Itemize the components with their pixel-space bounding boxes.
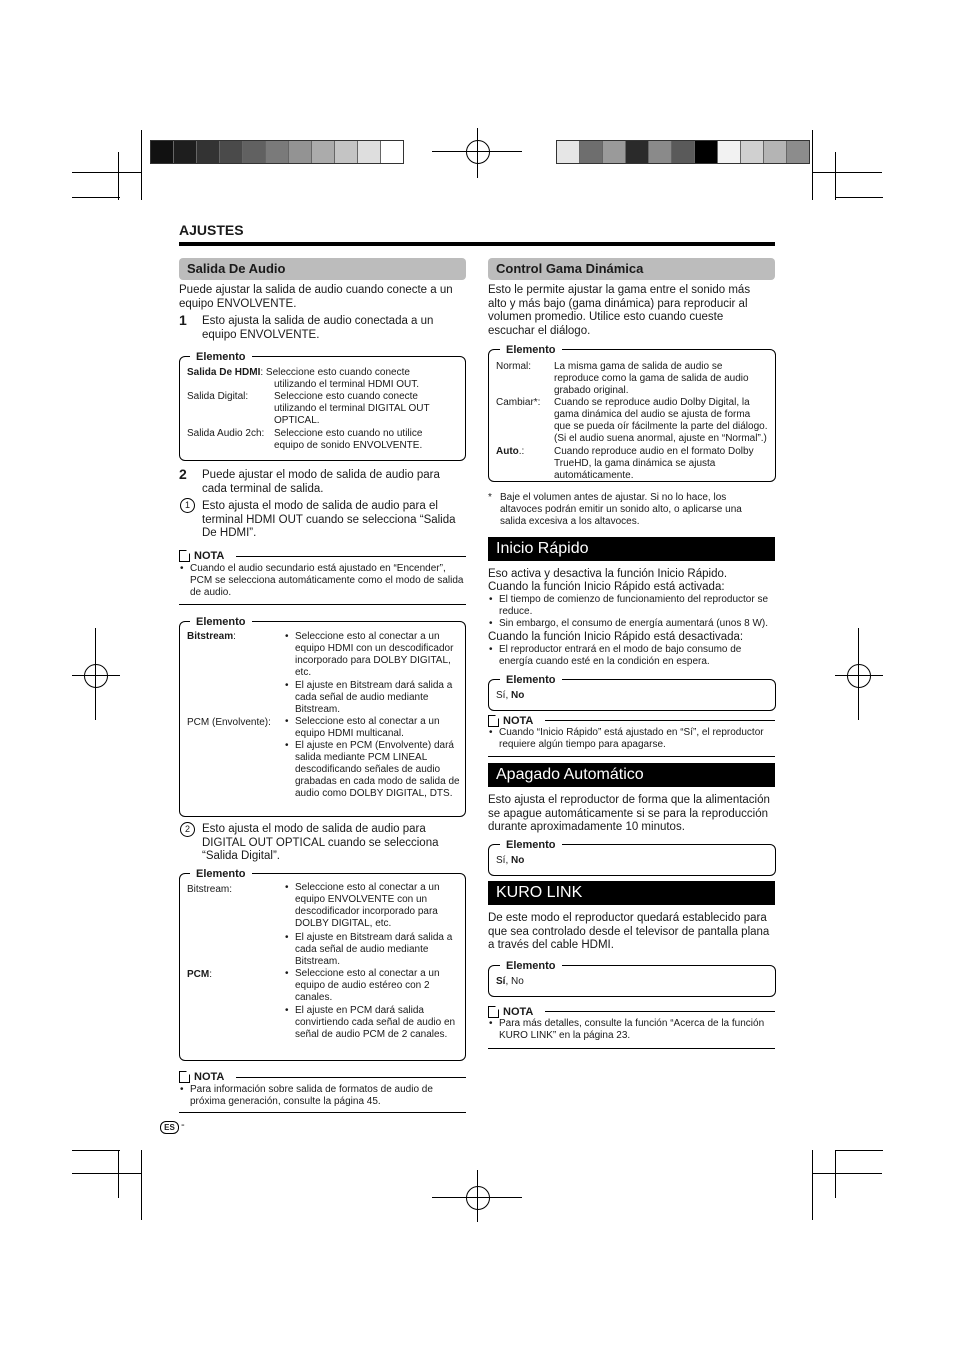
color-swatch [358, 141, 381, 163]
step-1-text: Esto ajusta la salida de audio conectada a un equipo ENVOLVENTE. [202, 315, 434, 341]
footnote: Baje el volumen antes de ajustar. Si no lo hace, los altavoces podrán emitir un sonido alto, o aplicarse una salida excesiva a los altavoces. [500, 492, 742, 527]
color-swatch [626, 141, 649, 163]
option-auto: Auto.: [496, 446, 525, 457]
language-badge: ES [160, 1121, 179, 1134]
substep-1-text: Esto ajusta el modo de salida de audio para el terminal HDMI OUT cuando se selecciona “Salida De HDMI”. [202, 500, 456, 539]
bullet: • El reproductor entrará en el modo de bajo consumo de energía cuando esté en la condición en espera. [488, 644, 775, 668]
note-text: • Cuando “Inicio Rápido” está ajustado en “Sí”, el reproductor requiere algún tiempo para apagarse. [488, 727, 775, 751]
note-heading: NOTA [488, 1006, 533, 1018]
crop-mark [72, 675, 120, 676]
footnote-marker: * [488, 492, 492, 503]
option-salida-hdmi: Salida De HDMI: Seleccione esto cuando conecte utilizando el terminal HDMI OUT. [187, 367, 420, 390]
elemento-label: Elemento [190, 351, 252, 363]
registration-target [466, 1186, 490, 1210]
substep-2-text: Esto ajusta el modo de salida de audio para DIGITAL OUT OPTICAL cuando se selecciona “Salida Digital”. [202, 823, 439, 862]
option-pcm: PCM: [187, 969, 213, 980]
note-rule [488, 1048, 775, 1049]
inicio-line: Cuando la función Inicio Rápido está activada: [488, 581, 725, 593]
option-normal: Normal: [496, 361, 532, 372]
elemento-label: Elemento [500, 839, 562, 851]
color-swatch [741, 141, 764, 163]
color-swatch [718, 141, 741, 163]
grayscale-strip-left [150, 140, 404, 164]
color-swatch [580, 141, 603, 163]
bullet: • El tiempo de comienzo de funcionamiento del reproductor se reduce. [488, 594, 775, 618]
options-si-no: Sí, No [496, 855, 525, 866]
inicio-line: Eso activa y desactiva la función Inicio Rápido. [488, 568, 728, 580]
apagado-intro: Esto ajusta el reproductor de forma que la alimentación se apague automáticamente si se para la reproducción durante aproximadamente 10 minutos. [488, 794, 770, 833]
color-swatch [266, 141, 289, 163]
inicio-rapido-heading: Inicio Rápido [488, 537, 775, 561]
color-swatch [312, 141, 335, 163]
color-swatch [695, 141, 718, 163]
option-bitstream: Bitstream: [187, 631, 236, 642]
note-rule [236, 1077, 466, 1078]
bullet: • Seleccione esto al conectar a un equipo HDMI con un descodificador incorporado para DOLBY DIGITAL, etc. [284, 631, 469, 679]
crop-mark [141, 130, 142, 200]
bullet: • Sin embargo, el consumo de energía aumentará (unos 8 W). [488, 618, 775, 630]
note-rule [545, 1011, 775, 1012]
option-salida-2ch: Salida Audio 2ch: Seleccione esto cuando no utilice equipo de sonido ENVOLVENTE. [187, 428, 423, 451]
registration-target [84, 664, 108, 688]
crop-mark [95, 628, 96, 720]
bullet: • El ajuste en Bitstream dará salida a cada señal de audio mediante Bitstream. [284, 680, 469, 716]
crop-mark [812, 172, 882, 173]
color-swatch [672, 141, 695, 163]
color-swatch [220, 141, 243, 163]
crop-mark [835, 1150, 836, 1198]
option-bitstream: Bitstream: [187, 884, 233, 895]
kuro-link-heading: KURO LINK [488, 881, 775, 905]
crop-mark [835, 197, 883, 198]
note-text: • Para información sobre salida de formatos de audio de próxima generación, consulte la página 45. [179, 1084, 466, 1108]
inicio-line: Cuando la función Inicio Rápido está desactivada: [488, 631, 744, 643]
color-swatch [557, 141, 580, 163]
options-si-no: Sí, No [496, 976, 524, 987]
elemento-label: Elemento [500, 674, 562, 686]
apagado-automatico-heading: Apagado Automático [488, 763, 775, 787]
color-swatch [787, 141, 809, 163]
elemento-label: Elemento [190, 868, 252, 880]
registration-target [466, 140, 490, 164]
option-auto-desc: Cuando reproduce audio en el formato Dolby TrueHD, la gama dinámica se ajusta automáticamente. [554, 446, 754, 481]
crop-mark [72, 1150, 120, 1151]
color-swatch [243, 141, 266, 163]
salida-intro: Puede ajustar la salida de audio cuando conecte a un equipo ENVOLVENTE. [179, 284, 453, 310]
crop-mark [141, 1150, 142, 1220]
color-swatch [603, 141, 626, 163]
salida-audio-heading: Salida De Audio [179, 258, 466, 280]
crop-mark [118, 1150, 119, 1198]
bullet: • El ajuste en PCM (Envolvente) dará salida mediante PCM LINEAL descodificando señales de audio grabadas en cada modo de salida de audio como DOLBY DIGITAL, DTS. [284, 740, 469, 800]
gama-intro: Esto le permite ajustar la gama entre el sonido más alto y más bajo (gama dinámica) para reproducir al volumen promedio. Utilice esto cuando cueste escuchar el diálogo. [488, 284, 751, 337]
crop-mark [835, 152, 836, 200]
option-cambiar: Cambiar*: [496, 397, 541, 408]
option-normal-desc: La misma gama de salida de audio se reproduce como la gama de salida de audio grabado original. [554, 361, 749, 396]
step-number: 2 [179, 466, 187, 482]
crop-mark [118, 152, 119, 200]
crop-mark [835, 1150, 883, 1151]
section-title: AJUSTES [179, 222, 244, 238]
note-icon [179, 1071, 190, 1083]
bullet: • Seleccione esto al conectar a un equipo ENVOLVENTE con un descodificador incorporado para DOLBY DIGITAL, etc. [284, 882, 469, 930]
bullet: • El ajuste en PCM dará salida convirtiendo cada señal de audio en señal de audio PCM de 2 canales. [284, 1005, 469, 1041]
page-number: - [181, 1119, 185, 1131]
crop-mark [812, 1173, 882, 1174]
color-swatch [335, 141, 358, 163]
crop-mark [812, 130, 813, 200]
elemento-label: Elemento [500, 960, 562, 972]
bullet: • Seleccione esto al conectar a un equipo de audio estéreo con 2 canales. [284, 968, 469, 1004]
crop-mark [477, 128, 478, 178]
crop-mark [835, 675, 883, 676]
elemento-label: Elemento [500, 344, 562, 356]
registration-target [847, 664, 871, 688]
note-text: • Cuando el audio secundario está ajustado en “Encender”, PCM se selecciona automáticamente como el modo de salida de audio. [179, 563, 466, 599]
note-heading: NOTA [179, 1071, 224, 1083]
step-2-text: Puede ajustar el modo de salida de audio para cada terminal de salida. [202, 469, 440, 495]
crop-mark [72, 197, 120, 198]
bullet: • Seleccione esto al conectar a un equipo HDMI multicanal. [284, 716, 469, 740]
color-swatch [151, 141, 174, 163]
option-pcm-envolvente: PCM (Envolvente): [187, 717, 271, 728]
kuro-intro: De este modo el reproductor quedará establecido para que sea controlado desde el televisor de pantalla plana a través del cable HDMI. [488, 912, 770, 951]
note-rule [545, 720, 775, 721]
circled-number: 2 [180, 822, 195, 837]
note-icon [488, 715, 499, 727]
option-salida-digital: Salida Digital: Seleccione esto cuando conecte utilizando el terminal DIGITAL OUT OPTICAL. [187, 391, 430, 426]
note-rule [488, 756, 775, 757]
elemento-label: Elemento [190, 616, 252, 628]
options-si-no: Sí, No [496, 690, 525, 701]
crop-mark [72, 1173, 142, 1174]
color-swatch [197, 141, 220, 163]
color-swatch [289, 141, 312, 163]
step-number: 1 [179, 312, 187, 328]
crop-mark [812, 1150, 813, 1220]
crop-mark [477, 1170, 478, 1222]
gama-dinamica-heading: Control Gama Dinámica [488, 258, 775, 280]
note-icon [179, 550, 190, 562]
note-rule [179, 604, 466, 605]
color-swatch [174, 141, 197, 163]
note-icon [488, 1006, 499, 1018]
note-text: • Para más detalles, consulte la función “Acerca de la función KURO LINK” en la página 23. [488, 1018, 775, 1042]
circled-number: 1 [180, 498, 195, 513]
color-swatch [649, 141, 672, 163]
crop-mark [858, 628, 859, 720]
note-rule [179, 1112, 466, 1113]
header-rule [179, 242, 775, 246]
crop-mark [72, 172, 142, 173]
note-rule [236, 556, 466, 557]
grayscale-strip-right [556, 140, 810, 164]
note-heading: NOTA [488, 715, 533, 727]
color-swatch [764, 141, 787, 163]
bullet: • El ajuste en Bitstream dará salida a cada señal de audio mediante Bitstream. [284, 932, 469, 968]
note-heading: NOTA [179, 550, 224, 562]
option-cambiar-desc: Cuando se reproduce audio Dolby Digital, la gama dinámica del audio se ajusta de forma que se pueda oír fácilmente la parte del diálogo. (Si el audio suena anormal, ajuste en “Normal”.) [554, 397, 768, 444]
color-swatch [381, 141, 403, 163]
